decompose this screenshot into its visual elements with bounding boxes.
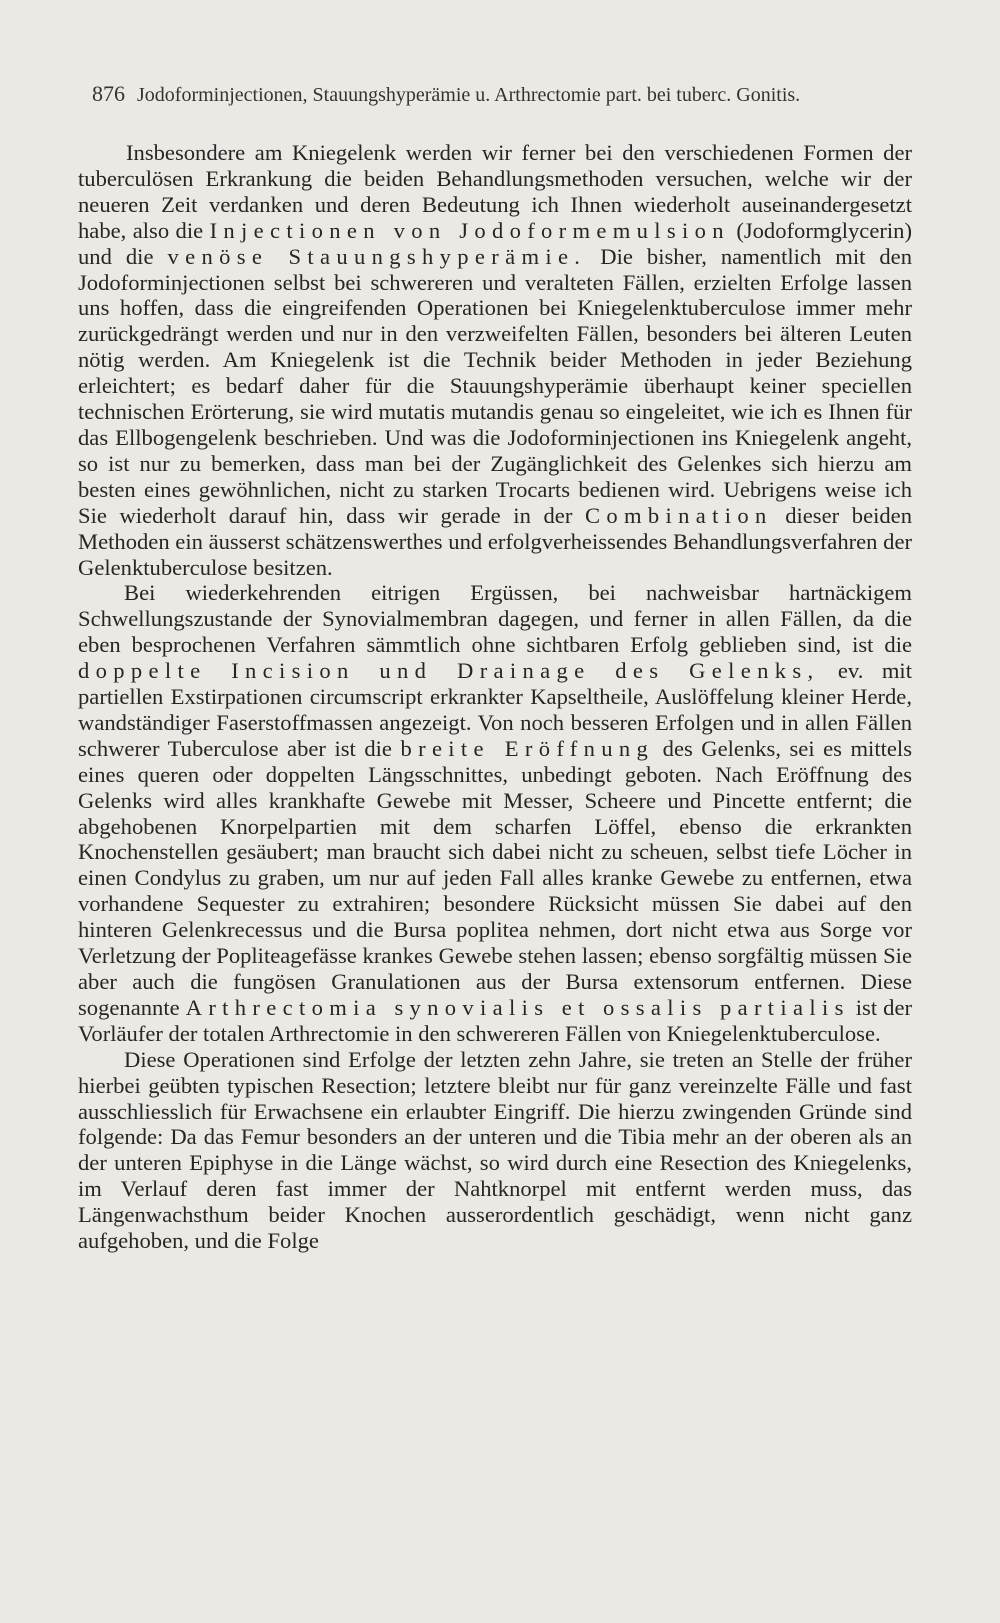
page-number: 876 [92, 81, 125, 106]
paragraph: Insbesondere am Kniegelenk werden wir ferner bei den verschiedenen Formen der tuberculösen Erkrankung die beiden Behandlungsmethoden versuchen, welche wir der neueren Zeit verdanken und deren Bedeutung ich Ihnen wiederholt auseinandergesetzt habe, also die Injectionen von Jodoformemulsion (Jodoformglycerin) und die venöse Stauungshyperämie. Die bisher, namentlich mit den Jodoforminjectionen selbst bei schwereren und veralteten Fällen, erzielten Erfolge lassen uns hoffen, dass die eingreifenden Operationen bei Kniegelenktuberculose immer mehr zurückgedrängt werden und nur in den verzweifelten Fällen, besonders bei älteren Leuten nötig werden. Am Kniegelenk ist die Technik beider Methoden in jeder Beziehung erleichtert; es bedarf daher für die Stauungshyperämie überhaupt keiner speciellen technischen Erörterung, sie wird mutatis mutandis genau so eingeleitet, wie ich es Ihnen für das Ellbogengelenk beschrieben. Und was die Jodoforminjectionen ins Kniegelenk angeht, so ist nur zu bemerken, dass man bei der Zugänglichkeit des Gelenkes sich hierzu am besten eines gewöhnlichen, nicht zu starken Trocarts bedienen wird. Uebrigens weise ich Sie wiederholt darauf hin, dass wir gerade in der Combination dieser beiden Methoden ein äusserst schätzenswerthes und erfolgverheissendes Behandlungsverfahren der Gelenktuberculose besitzen. [78, 140, 912, 580]
spaced-emphasis: venöse Stauungshyperämie. [167, 243, 587, 269]
body-text [78, 140, 912, 1254]
spaced-emphasis: doppelte Incision und Drainage des Gelenks, [78, 658, 820, 684]
spaced-emphasis: Injectionen von Jodoformemulsion [209, 217, 730, 243]
paragraph: Diese Operationen sind Erfolge der letzten zehn Jahre, sie treten an Stelle der früher hierbei geübten typischen Resection; letztere bleibt nur für ganz vereinzelte Fälle und fast ausschliesslich für Erwachsene ein erlaubter Eingriff. Die hierzu zwingenden Gründe sind folgende: Da das Femur besonders an der unteren und die Tibia mehr an der oberen als an der unteren Epiphyse in die Länge wächst, so wird durch eine Resection des Kniegelenks, im Verlauf deren fast immer der Nahtknorpel mit entfernt werden muss, das Längenwachsthum beider Knochen ausserordentlich geschädigt, wenn nicht ganz aufgehoben, und die Folge [78, 1046, 912, 1254]
running-header [92, 80, 922, 109]
paragraph: Bei wiederkehrenden eitrigen Ergüssen, bei nachweisbar hartnäckigem Schwellungszustande der Synovialmembran dagegen, und ferner in allen Fällen, da die eben besprochenen Verfahren sämmtlich ohne sichtbaren Erfolg geblieben sind, ist die doppelte Incision und Drainage des Gelenks, ev. mit partiellen Exstirpationen circumscript erkrankter Kapseltheile, Auslöffelung kleiner Herde, wandständiger Faserstoffmassen angezeigt. Von noch besseren Erfolgen und in allen Fällen schwerer Tuberculose aber ist die breite Eröffnung des Gelenks, sei es mittels eines queren oder doppelten Längsschnittes, unbedingt geboten. Nach Eröffnung des Gelenks wird alles krankhafte Gewebe mit Messer, Scheere und Pincette entfernt; die abgehobenen Knorpelpartien mit dem scharfen Löffel, ebenso die erkrankten Knochenstellen gesäubert; man braucht sich dabei nicht zu scheuen, selbst tiefe Löcher in einen Condylus zu graben, um nur auf jeden Fall alles kranke Gewebe zu entfernen, etwa vorhandene Sequester zu extrahiren; besondere Rücksicht müssen Sie dabei auf den hinteren Gelenkrecessus und die Bursa poplitea nehmen, dort nicht etwa aus Sorge vor Verletzung der Popliteagefässe krankes Gewebe stehen lassen; ebenso sorgfältig müssen Sie aber auch die fungösen Granulationen aus der Bursa extensorum entfernen. Diese sogenannte Arthrectomia synovialis et ossalis partialis ist der Vorläufer der totalen Arthrectomie in den schwereren Fällen von Kniegelenktuberculose. [78, 580, 912, 1046]
spaced-emphasis: breite Eröffnung [400, 735, 655, 761]
spaced-emphasis: Arthrectomia synovialis et ossalis partialis [185, 994, 850, 1020]
spaced-emphasis: Combination [584, 502, 773, 528]
running-title: Jodoforminjectionen, Stauungshyperämie u. Arthrectomie part. bei tuberc. Gonitis. [137, 84, 801, 106]
